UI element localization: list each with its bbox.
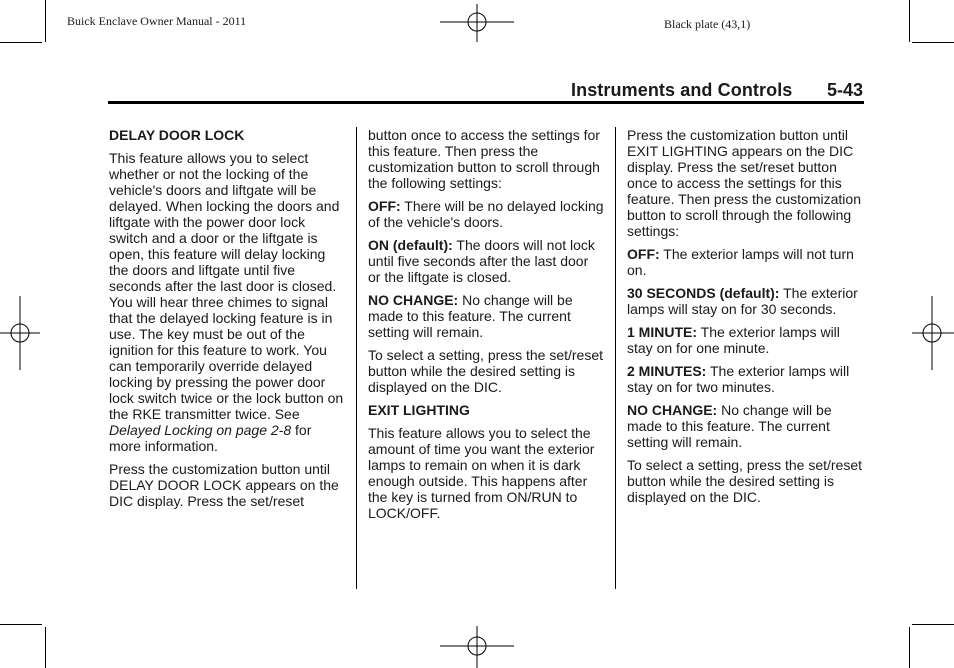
option-text: The doors will not lock until five seconds after the last door or the liftgate is closed. <box>368 237 595 285</box>
column-3 <box>627 127 865 512</box>
page-number: 5-43 <box>827 80 864 100</box>
column-1 <box>109 127 345 516</box>
option-label: NO CHANGE: <box>627 402 718 418</box>
setting-option <box>627 324 865 356</box>
paragraph <box>109 150 345 454</box>
option-label: OFF: <box>627 246 660 262</box>
section-heading: EXIT LIGHTING <box>368 402 470 418</box>
crop-mark <box>45 0 46 42</box>
header-rule <box>108 101 864 104</box>
setting-option <box>368 237 604 285</box>
option-text: No change will be made to this feature. The current setting will remain. <box>368 292 573 340</box>
crop-mark <box>909 627 910 668</box>
paragraph-text: for more information. <box>109 422 312 454</box>
section-heading: DELAY DOOR LOCK <box>109 127 245 143</box>
option-label: NO CHANGE: <box>368 292 459 308</box>
registration-mark-icon <box>440 626 514 668</box>
crop-mark <box>0 42 42 43</box>
crop-mark <box>912 624 954 625</box>
setting-option <box>627 246 865 278</box>
paragraph: This feature allows you to select the amount of time you want the exterior lamps to remain on when it is dark enough outside. This happens after the key is turned from ON/RUN to LOCK/OFF. <box>368 425 595 521</box>
paragraph: To select a setting, press the set/reset button while the desired setting is displayed on the DIC. <box>368 347 604 395</box>
option-text: The exterior lamps will stay on for 30 seconds. <box>627 285 858 317</box>
option-text: The exterior lamps will stay on for two minutes. <box>627 363 850 395</box>
option-text: No change will be made to this feature. The current setting will remain. <box>627 402 832 450</box>
option-label: 1 MINUTE: <box>627 324 697 340</box>
column-2 <box>368 127 604 528</box>
paragraph-text: This feature allows you to select whether or not the locking of the vehicle's doors and liftgate will be delayed. When locking the doors and liftgate with the power door lock switch and a door or the liftgate is open, this feature will delay locking the doors and liftgate until five seconds after the last door is closed. You will hear three chimes to signal that the delayed locking feature is in use. The key must be out of the ignition for this feature to work. You can temporarily override delayed locking by pressing the power door lock switch twice or the lock button on the RKE transmitter twice. See <box>109 150 344 422</box>
setting-option <box>627 363 865 395</box>
setting-option <box>368 292 604 340</box>
crop-mark <box>909 0 910 42</box>
paragraph: Press the customization button until DELAY DOOR LOCK appears on the DIC display. Press the set/reset <box>109 461 339 509</box>
option-text: The exterior lamps will not turn on. <box>627 246 854 278</box>
option-label: OFF: <box>368 198 401 214</box>
paragraph: To select a setting, press the set/reset button while the desired setting is displayed on the DIC. <box>627 457 863 505</box>
option-label: 2 MINUTES: <box>627 363 707 379</box>
manual-title: Buick Enclave Owner Manual - 2011 <box>67 14 247 28</box>
option-label: 30 SECONDS (default): <box>627 285 780 301</box>
cross-reference-link[interactable]: Delayed Locking on page 2‑8 <box>109 422 292 438</box>
crop-mark <box>45 627 46 668</box>
option-label: ON (default): <box>368 237 453 253</box>
option-text: The exterior lamps will stay on for one minute. <box>627 324 840 356</box>
option-text: There will be no delayed locking of the vehicle's doors. <box>368 198 604 230</box>
crop-mark <box>0 624 42 625</box>
setting-option <box>627 285 865 317</box>
column-divider <box>356 127 357 589</box>
crop-mark <box>912 42 954 43</box>
paragraph: Press the customization button until EXIT LIGHTING appears on the DIC display. Press the set/reset button once to access the settings for this feature. Then press the customization button to scroll through the following settings: <box>627 127 861 239</box>
registration-mark-icon <box>440 4 514 42</box>
paragraph: button once to access the settings for this feature. Then press the customization button to scroll through the following settings: <box>368 127 600 191</box>
plate-label: Black plate (43,1) <box>664 17 751 31</box>
registration-mark-icon <box>912 296 954 370</box>
registration-mark-icon <box>0 296 40 370</box>
column-divider <box>615 127 616 589</box>
section-title: Instruments and Controls <box>571 80 793 100</box>
setting-option <box>368 198 604 230</box>
setting-option <box>627 402 865 450</box>
